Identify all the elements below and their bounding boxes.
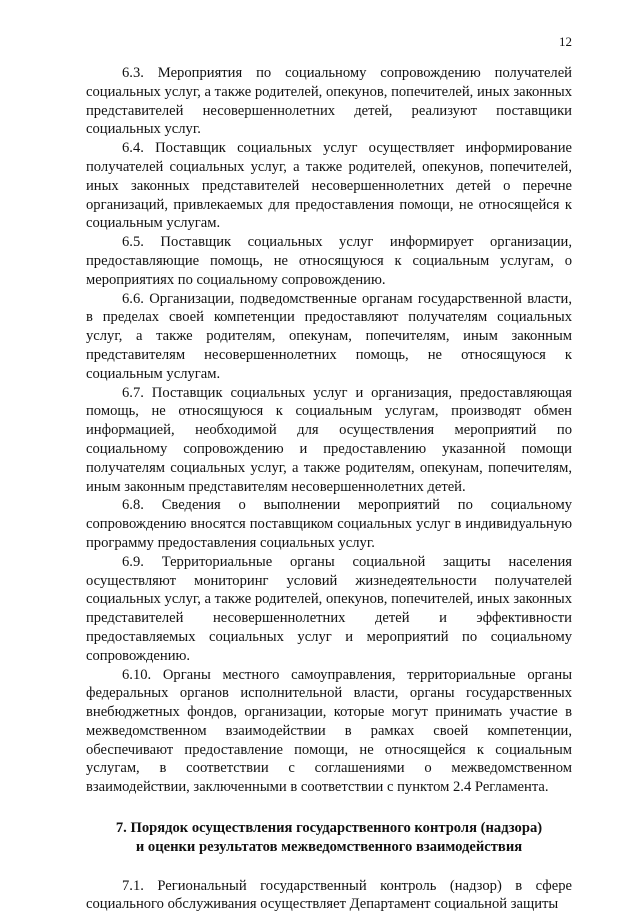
paragraph-6-9: 6.9. Территориальные органы социальной защиты населения осуществляют мониторинг условий жизнедеятельности получателей социальных услуг, а также родителей, опекунов, попечителей, иных законных представителей несовершеннолетних детей и эффективности предоставляемых социальных услуг и мероприятий по социальному сопровождению. bbox=[86, 553, 572, 664]
paragraph-6-7: 6.7. Поставщик социальных услуг и организация, предоставляющая помощь, не относящуюся к социальным услугам, производят обмен информацией, необходимой для осуществления мероприятий по социальному сопровождению и предоставлению указанной помощи получателям социальных услуг, а также родителям, опекунам, попечителям, иным законным представителям несовершеннолетних детей. bbox=[86, 384, 572, 495]
section-title-line-2: и оценки результатов межведомственного взаимодействия bbox=[135, 838, 523, 855]
paragraph-7-1: 7.1. Региональный государственный контроль (надзор) в сфере социального обслуживания осуществляет Департамент социальной защиты bbox=[86, 877, 572, 913]
section-title-line-1: 7. Порядок осуществления государственного контроля (надзора) bbox=[115, 820, 543, 837]
page-number: 12 bbox=[559, 34, 572, 49]
document-body bbox=[86, 64, 572, 914]
paragraph-6-3: 6.3. Мероприятия по социальному сопровождению получателей социальных услуг, а также родителей, опекунов, попечителей, иных законных представителей несовершеннолетних детей, реализуют поставщики социальных услуг. bbox=[86, 65, 572, 138]
paragraph-6-10: 6.10. Органы местного самоуправления, территориальные органы федеральных органов исполнительной власти, органы государственных внебюджетных фондов, организации, которые могут принимать участие в межведомственном взаимодействии в рамках своей компетенции, обеспечивают предоставление помощи, не относящейся к социальным услугам, в соответствии с соглашениями о межведомственном взаимодействии, заключенными в соответствии с пунктом 2.4 Регламента. bbox=[86, 666, 572, 796]
paragraph-6-4: 6.4. Поставщик социальных услуг осуществляет информирование получателей социальных услуг, а также родителей, опекунов, попечителей, иных законных представителей несовершеннолетних детей о перечне организаций, привлекаемых для предоставления помощи, не относящейся к социальным услугам. bbox=[86, 140, 572, 232]
paragraph-6-6: 6.6. Организации, подведомственные органам государственной власти, в пределах своей компетенции предоставляют получателям социальных услуг, а также родителям, опекунам, попечителям, иным законным представителям несовершеннолетних помощь, не относящуюся к социальным услугам. bbox=[86, 290, 572, 382]
paragraph-6-8: 6.8. Сведения о выполнении мероприятий по социальному сопровождению вносятся поставщиком социальных услуг в индивидуальную программу предоставления социальных услуг. bbox=[86, 497, 572, 551]
section-7-title bbox=[86, 819, 572, 857]
paragraph-6-5: 6.5. Поставщик социальных услуг информирует организации, предоставляющие помощь, не относящуюся к социальным услугам, о мероприятиях по социальному сопровождению. bbox=[86, 234, 572, 288]
